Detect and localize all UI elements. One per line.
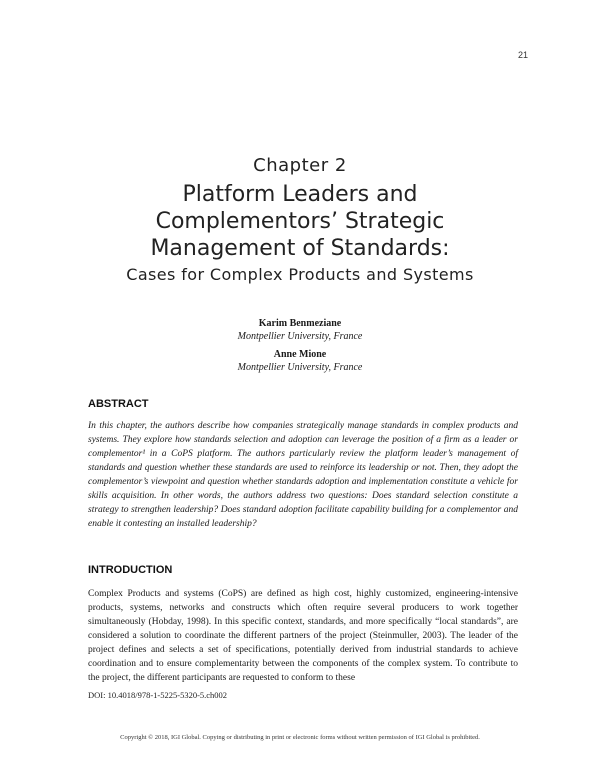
doi: DOI: 10.4018/978-1-5225-5320-5.ch002: [88, 690, 228, 700]
copyright-notice: Copyright © 2018, IGI Global. Copying or distributing in print or electronic forms without written permission of IGI Global is prohibited.: [120, 734, 480, 741]
author-affiliation: Montpellier University, France: [237, 362, 363, 373]
author-block: [0, 348, 600, 374]
introduction-heading: INTRODUCTION: [88, 564, 173, 576]
introduction-text: Complex Products and systems (CoPS) are defined as high cost, highly customized, engineering-intensive products, systems, networks and constructs which often require several producers to work together simultaneously (Hobday, 1998). In this specific context, standards, and more specifically “local standards”, are considered a solution to coordinate the different partners of the project (Steinmuller, 2003). The leader of the project defines and selects a set of specifications, potentially derived from industrial standards to achieve coordination and to ensure complementarity between the components of the complex system. To contribute to the project, the different participants are requested to conform to these: [88, 589, 518, 683]
chapter-label: Chapter 2: [253, 155, 347, 176]
chapter-subtitle: Cases for Complex Products and Systems: [126, 265, 474, 284]
chapter-title-line: Complementors’ Strategic: [155, 209, 445, 234]
author-name: Karim Benmeziane: [258, 318, 342, 329]
chapter-title-line: Platform Leaders and: [182, 182, 418, 207]
author-affiliation: Montpellier University, France: [237, 331, 363, 342]
chapter-title: [0, 181, 600, 262]
page-number: 21: [517, 50, 528, 60]
chapter-title-line: Management of Standards:: [150, 236, 450, 261]
author-name: Anne Mione: [273, 349, 327, 360]
abstract-text: In this chapter, the authors describe how companies strategically manage standards in complex products and systems. They explore how standards selection and adoption can leverage the position of a firm as a leader or complementor¹ in a CoPS platform. The authors particularly review the platform leader’s management of standards and question whether these standards are used to reinforce its leadership or not. Then, they adopt the complementor’s viewpoint and question whether standards adoption and implementation constitute a vehicle for skills acquisition. In other words, the authors address two questions: Does standard selection constitute a strategy to strengthen leadership? Does standard adoption facilitate capability building for a complementor and enable it contesting an installed leadership?: [88, 421, 518, 529]
author-block: [0, 317, 600, 343]
abstract-heading: ABSTRACT: [88, 398, 149, 410]
